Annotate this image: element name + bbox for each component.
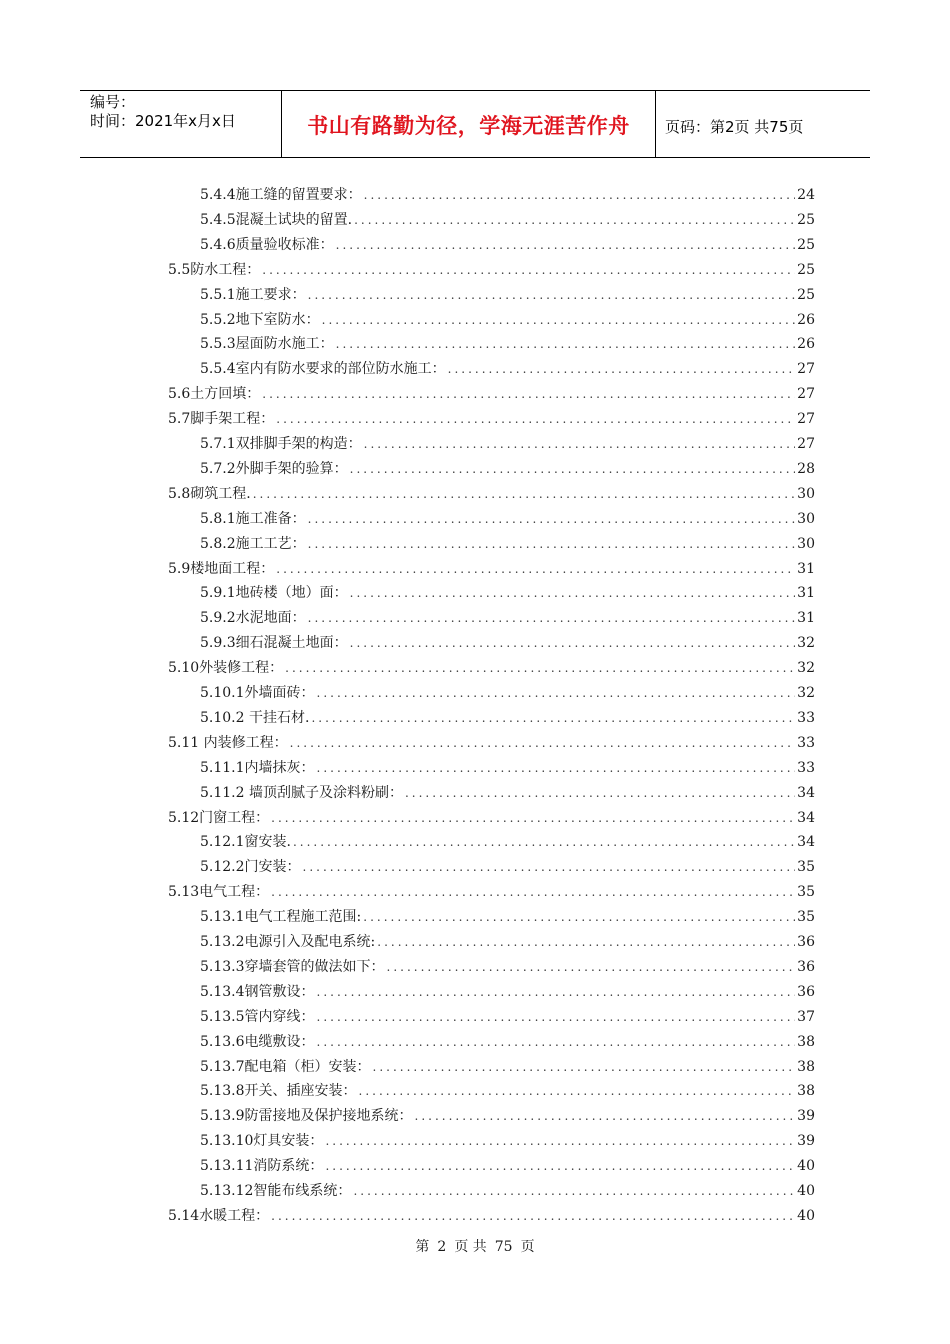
toc-entry-page: 31 <box>797 585 815 602</box>
toc-entry[interactable] <box>200 706 815 731</box>
toc-entry-label: 5.5.4室内有防水要求的部位防水施工： <box>200 361 446 378</box>
toc-dot-leader <box>415 1104 795 1129</box>
toc-dot-leader <box>353 1179 795 1204</box>
toc-entry-page: 27 <box>797 411 815 428</box>
toc-dot-leader <box>262 258 795 283</box>
toc-entry-label: 5.12.1窗安装. <box>200 834 291 851</box>
toc-entry-label: 5.13.9防雷接地及保护接地系统： <box>200 1108 413 1125</box>
toc-entry-page: 25 <box>797 211 815 228</box>
toc-entry-page: 40 <box>797 1158 815 1175</box>
toc-entry-page: 32 <box>797 635 815 652</box>
toc-entry-label: 5.10.1外墙面砖： <box>200 685 315 701</box>
toc-entry-page: 30 <box>797 485 815 502</box>
toc-dot-leader <box>285 656 795 681</box>
toc-dot-leader <box>325 1154 795 1179</box>
toc-entry-label: 5.7.1双排脚手架的构造： <box>200 436 362 452</box>
toc-entry[interactable] <box>200 1030 815 1055</box>
toc-entry-page: 39 <box>797 1133 815 1150</box>
toc-entry-page: 28 <box>797 460 815 477</box>
toc-entry[interactable] <box>200 183 815 208</box>
toc-entry[interactable] <box>168 407 815 432</box>
document-number-label: 编号： <box>90 93 136 111</box>
toc-dot-leader <box>350 581 795 606</box>
toc-entry[interactable] <box>168 557 815 582</box>
toc-dot-leader <box>354 208 795 233</box>
toc-dot-leader <box>405 781 795 806</box>
toc-entry-page: 38 <box>797 1033 815 1050</box>
toc-dot-leader <box>322 308 795 333</box>
toc-entry-page: 25 <box>797 261 815 278</box>
toc-entry-page: 36 <box>797 958 815 975</box>
toc-entry-page: 35 <box>797 859 815 876</box>
toc-entry[interactable] <box>168 731 815 756</box>
toc-entry-label: 5.7.2外脚手架的验算： <box>200 460 348 477</box>
toc-entry-label: 5.13.4钢管敷设： <box>200 983 315 1000</box>
page-footer <box>0 1236 950 1256</box>
toc-dot-leader <box>317 756 795 781</box>
toc-entry-page: 25 <box>797 286 815 303</box>
header-page-info: 页码：第2页 共75页 <box>665 118 804 136</box>
toc-entry[interactable] <box>200 432 815 457</box>
toc-entry-label: 5.5.1施工要求： <box>200 286 306 303</box>
toc-entry-page: 32 <box>797 685 815 701</box>
toc-entry-page: 34 <box>797 809 815 826</box>
toc-entry[interactable] <box>200 681 815 706</box>
toc-entry[interactable] <box>200 756 815 781</box>
toc-entry-page: 27 <box>797 436 815 452</box>
toc-entry[interactable] <box>200 308 815 333</box>
toc-entry-label: 5.13.3穿墙套管的做法如下： <box>200 958 385 975</box>
toc-dot-leader <box>262 382 795 407</box>
toc-entry-label: 5.10外装修工程： <box>168 660 284 677</box>
toc-dot-leader <box>271 806 795 831</box>
toc-entry-page: 31 <box>797 610 815 627</box>
toc-entry-label: 5.9.2水泥地面： <box>200 610 306 627</box>
toc-entry-page: 36 <box>797 934 815 950</box>
toc-entry-label: 5.9楼地面工程： <box>168 560 275 577</box>
toc-entry[interactable] <box>200 532 815 557</box>
document-time-label: 时间：2021年x月x日 <box>90 112 236 130</box>
toc-entry[interactable] <box>200 1079 815 1104</box>
toc-dot-leader <box>325 1129 795 1154</box>
footer-total-pages: 75 <box>494 1239 513 1255</box>
toc-dot-leader <box>377 930 795 955</box>
toc-entry[interactable] <box>200 606 815 631</box>
toc-entry-label: 5.9.1地砖楼（地）面： <box>200 585 348 602</box>
footer-middle: 页 共 <box>454 1239 487 1255</box>
toc-entry[interactable] <box>168 482 815 507</box>
toc-entry-label: 5.5防水工程： <box>168 261 261 278</box>
toc-entry[interactable] <box>200 1055 815 1080</box>
header-divider-right <box>655 90 656 158</box>
toc-entry-page: 33 <box>797 759 815 776</box>
toc-entry-page: 34 <box>797 834 815 851</box>
toc-dot-leader <box>350 457 795 482</box>
toc-entry[interactable] <box>200 1104 815 1129</box>
toc-dot-leader <box>359 1079 795 1104</box>
toc-entry[interactable] <box>200 357 815 382</box>
toc-entry-page: 30 <box>797 535 815 552</box>
toc-entry-label: 5.11.1内墙抹灰： <box>200 759 315 776</box>
toc-entry[interactable] <box>200 631 815 656</box>
toc-dot-leader <box>373 1055 795 1080</box>
toc-entry[interactable] <box>200 208 815 233</box>
toc-entry-page: 37 <box>797 1008 815 1025</box>
toc-entry[interactable] <box>168 806 815 831</box>
toc-entry-page: 38 <box>797 1058 815 1075</box>
toc-entry-label: 5.8砌筑工程. <box>168 485 251 502</box>
toc-entry-page: 32 <box>797 660 815 677</box>
toc-entry-label: 5.8.1施工准备： <box>200 510 306 527</box>
toc-entry[interactable] <box>200 781 815 806</box>
toc-entry-page: 35 <box>797 884 815 901</box>
toc-dot-leader <box>308 606 795 631</box>
toc-entry-label: 5.8.2施工工艺： <box>200 535 306 552</box>
toc-entry[interactable] <box>200 905 815 930</box>
toc-entry-label: 5.12门窗工程： <box>168 809 270 826</box>
toc-entry-page: 25 <box>797 236 815 253</box>
toc-entry[interactable] <box>168 880 815 905</box>
toc-entry-page: 31 <box>797 560 815 577</box>
header-meta <box>90 93 236 131</box>
toc-dot-leader <box>364 183 795 208</box>
toc-entry[interactable] <box>200 1179 815 1204</box>
toc-entry-label: 5.4.4施工缝的留置要求： <box>200 187 362 203</box>
toc-dot-leader <box>308 283 795 308</box>
toc-entry-label: 5.13.7配电箱（柜）安装： <box>200 1058 371 1075</box>
header-bottom-rule <box>80 157 870 158</box>
toc-entry-page: 30 <box>797 510 815 527</box>
toc-dot-leader <box>448 357 795 382</box>
footer-prefix: 第 <box>415 1239 430 1255</box>
toc-entry-label: 5.4.6质量验收标准： <box>200 236 334 253</box>
toc-entry-page: 33 <box>797 709 815 726</box>
toc-entry-label: 5.13.5管内穿线： <box>200 1008 315 1025</box>
toc-dot-leader <box>317 681 795 706</box>
toc-entry[interactable] <box>168 382 815 407</box>
toc-entry-label: 5.4.5混凝土试块的留置. <box>200 211 353 228</box>
toc-entry[interactable] <box>168 656 815 681</box>
toc-dot-leader <box>363 905 795 930</box>
toc-entry-label: 5.13.2电源引入及配电系统: <box>200 934 376 950</box>
toc-entry-page: 27 <box>797 386 815 403</box>
toc-entry-page: 40 <box>797 1183 815 1199</box>
toc-entry-page: 33 <box>797 734 815 751</box>
toc-entry-label: 5.6土方回填： <box>168 386 261 403</box>
toc-entry[interactable] <box>200 1154 815 1179</box>
toc-dot-leader <box>308 507 795 532</box>
toc-entry-label: 5.11 内装修工程： <box>168 734 288 751</box>
toc-entry-page: 38 <box>797 1083 815 1100</box>
toc-dot-leader <box>336 332 795 357</box>
toc-dot-leader <box>290 731 795 756</box>
toc-dot-leader <box>293 830 795 855</box>
toc-dot-leader <box>336 233 795 258</box>
toc-dot-leader <box>271 880 795 905</box>
toc-entry-label: 5.5.2地下室防水： <box>200 311 320 328</box>
toc-dot-leader <box>303 855 795 880</box>
toc-entry[interactable] <box>200 830 815 855</box>
toc-entry-label: 5.10.2 干挂石材. <box>200 709 310 726</box>
toc-dot-leader <box>387 955 795 980</box>
toc-entry-page: 34 <box>797 784 815 801</box>
toc-dot-leader <box>317 980 795 1005</box>
toc-dot-leader <box>350 631 795 656</box>
toc-entry[interactable] <box>200 457 815 482</box>
toc-dot-leader <box>276 407 795 432</box>
toc-dot-leader <box>317 1030 795 1055</box>
toc-dot-leader <box>317 1005 795 1030</box>
toc-entry-label: 5.9.3细石混凝土地面： <box>200 635 348 652</box>
toc-entry-label: 5.14水暖工程： <box>168 1207 270 1224</box>
footer-page-number: 2 <box>437 1239 447 1255</box>
toc-entry-page: 26 <box>797 336 815 353</box>
toc-dot-leader <box>311 706 795 731</box>
toc-entry[interactable] <box>200 283 815 308</box>
toc-entry-label: 5.13电气工程： <box>168 884 270 901</box>
toc-dot-leader <box>271 1204 795 1229</box>
footer-suffix: 页 <box>520 1239 535 1255</box>
toc-entry[interactable] <box>200 233 815 258</box>
toc-entry-page: 39 <box>797 1108 815 1125</box>
toc-entry-label: 5.13.1电气工程施工范围: <box>200 909 362 926</box>
toc-entry[interactable] <box>168 258 815 283</box>
header-top-rule <box>80 90 870 91</box>
toc-entry[interactable] <box>200 1005 815 1030</box>
toc-entry-label: 5.7脚手架工程： <box>168 411 275 428</box>
toc-entry-label: 5.13.12智能布线系统： <box>200 1183 352 1199</box>
toc-entry-label: 5.13.6电缆敷设： <box>200 1033 315 1050</box>
toc-entry-page: 36 <box>797 983 815 1000</box>
toc-entry[interactable] <box>200 507 815 532</box>
toc-entry-label: 5.13.10灯具安装： <box>200 1133 324 1150</box>
toc-entry-label: 5.5.3屋面防水施工： <box>200 336 334 353</box>
toc-entry[interactable] <box>200 581 815 606</box>
toc-entry-label: 5.12.2门安装： <box>200 859 301 876</box>
toc-entry-page: 40 <box>797 1207 815 1224</box>
toc-entry[interactable] <box>200 930 815 955</box>
toc-entry-page: 27 <box>797 361 815 378</box>
toc-entry-label: 5.13.8开关、插座安装： <box>200 1083 357 1100</box>
toc-entry-label: 5.13.11消防系统： <box>200 1158 324 1175</box>
toc-dot-leader <box>308 532 795 557</box>
toc-entry-page: 35 <box>797 909 815 926</box>
toc-entry[interactable] <box>200 855 815 880</box>
toc-dot-leader <box>276 557 795 582</box>
toc-dot-leader <box>253 482 795 507</box>
toc-entry[interactable] <box>200 1129 815 1154</box>
toc-entry-page: 24 <box>797 187 815 203</box>
toc-dot-leader <box>364 432 795 457</box>
toc-entry[interactable] <box>168 1204 815 1229</box>
header-motto: 书山有路勤为径，学海无涯苦作舟 <box>307 114 630 138</box>
toc-entry[interactable] <box>200 980 815 1005</box>
toc-entry-page: 26 <box>797 311 815 328</box>
toc-entry[interactable] <box>200 955 815 980</box>
toc-entry-label: 5.11.2 墙顶刮腻子及涂料粉刷： <box>200 784 403 801</box>
toc-entry[interactable] <box>200 332 815 357</box>
